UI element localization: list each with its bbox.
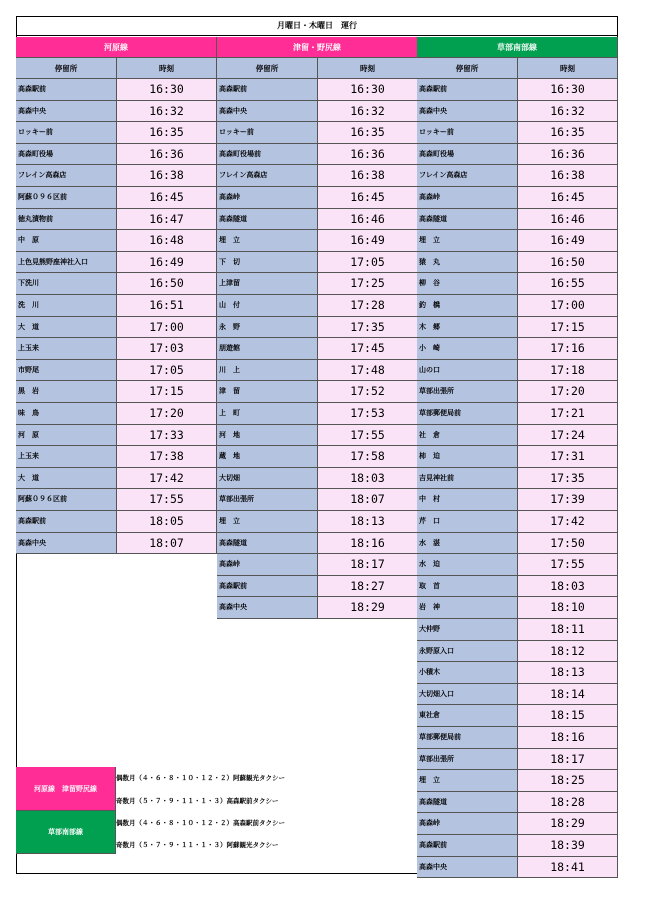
legend-line-2a: 偶数月（４・６・８・１０・１２・２）高森駅前タクシー: [116, 819, 285, 827]
stop-name: 高森中央: [217, 597, 318, 619]
departure-time: 16:50: [117, 273, 217, 295]
stop-name: ロッキー前: [217, 122, 318, 144]
stop-name: 高森町役場: [16, 144, 117, 166]
departure-time: 16:30: [318, 79, 418, 101]
stop-name: 上玉来: [16, 338, 117, 360]
stop-name: 阿蘇０９６区前: [16, 187, 117, 209]
legend-label-2: 草部南部線: [16, 811, 116, 854]
departure-time: 18:10: [518, 597, 618, 619]
departure-time: 18:17: [318, 554, 418, 576]
stop-name: 大切畑入口: [417, 684, 518, 706]
departure-time: 18:25: [518, 770, 618, 792]
departure-time: 17:31: [518, 446, 618, 468]
stop-name: 吉見神社前: [417, 468, 518, 490]
stop-name: 山の口: [417, 360, 518, 382]
departure-time: 18:13: [518, 662, 618, 684]
departure-time: 16:55: [518, 273, 618, 295]
stop-name: 上 町: [217, 403, 318, 425]
departure-time: 16:49: [117, 252, 217, 274]
stop-name: フレイン高森店: [16, 165, 117, 187]
stop-name: 永 野: [217, 317, 318, 339]
departure-time: 17:05: [117, 360, 217, 382]
departure-time: 16:35: [318, 122, 418, 144]
stop-name: 取 首: [417, 576, 518, 598]
column-header-time: 時刻: [117, 58, 217, 79]
stop-name: ロッキー前: [16, 122, 117, 144]
stop-name: フレイン高森店: [417, 165, 518, 187]
departure-time: 17:00: [518, 295, 618, 317]
departure-time: 18:07: [117, 533, 217, 555]
departure-time: 18:11: [518, 619, 618, 641]
stop-name: 小 崎: [417, 338, 518, 360]
departure-time: 18:16: [318, 533, 418, 555]
stop-name: 高森隧道: [417, 209, 518, 231]
departure-time: 16:45: [117, 187, 217, 209]
stop-name: 河 地: [217, 425, 318, 447]
stop-name: 埋 立: [217, 230, 318, 252]
stop-name: 大仲野: [417, 619, 518, 641]
stop-name: 高森駅前: [16, 511, 117, 533]
stop-name: 高森町役場: [417, 144, 518, 166]
stop-name: 埋 立: [217, 511, 318, 533]
departure-time: 16:35: [518, 122, 618, 144]
departure-time: 17:53: [318, 403, 418, 425]
stop-name: 高森隧道: [217, 209, 318, 231]
stop-name: 永野原入口: [417, 641, 518, 663]
stop-name: 高森駅前: [417, 79, 518, 101]
departure-time: 16:36: [518, 144, 618, 166]
departure-time: 18:27: [318, 576, 418, 598]
departure-time: 16:45: [518, 187, 618, 209]
departure-time: 16:30: [117, 79, 217, 101]
stop-name: 下 切: [217, 252, 318, 274]
departure-time: 17:16: [518, 338, 618, 360]
departure-time: 16:38: [318, 165, 418, 187]
departure-time: 17:15: [518, 317, 618, 339]
stop-name: 高森中央: [16, 533, 117, 555]
departure-time: 17:25: [318, 273, 418, 295]
departure-time: 18:07: [318, 489, 418, 511]
stop-name: 中 原: [16, 230, 117, 252]
stop-name: 大切畑: [217, 468, 318, 490]
departure-time: 18:03: [318, 468, 418, 490]
stop-name: 高森駅前: [16, 79, 117, 101]
stop-name: 草部出張所: [417, 381, 518, 403]
departure-time: 16:46: [518, 209, 618, 231]
departure-time: 16:36: [117, 144, 217, 166]
legend-label-1: 河原線 津留野尻線: [16, 767, 116, 811]
route-header-1: 津留・野尻線: [217, 37, 418, 58]
stop-name: 下洗川: [16, 273, 117, 295]
stop-name: 上玉来: [16, 446, 117, 468]
route-header-0: 河原線: [16, 37, 217, 58]
stop-name: 木 郷: [417, 317, 518, 339]
stop-name: フレイン高森店: [217, 165, 318, 187]
stop-name: 黒 岩: [16, 381, 117, 403]
departure-time: 17:55: [518, 554, 618, 576]
route-header-2: 草部南部線: [417, 37, 618, 58]
stop-name: 高森峠: [217, 554, 318, 576]
departure-time: 17:00: [117, 317, 217, 339]
stop-name: 岩 神: [417, 597, 518, 619]
departure-time: 16:50: [518, 252, 618, 274]
stop-name: 高森中央: [417, 101, 518, 123]
departure-time: 16:35: [117, 122, 217, 144]
stop-name: 草部郵便局前: [417, 403, 518, 425]
stop-name: 高森峠: [217, 187, 318, 209]
stop-name: 水 迫: [417, 554, 518, 576]
departure-time: 18:15: [518, 705, 618, 727]
departure-time: 17:35: [518, 468, 618, 490]
column-header-time: 時刻: [518, 58, 618, 79]
stop-name: 洗 川: [16, 295, 117, 317]
departure-time: 17:20: [117, 403, 217, 425]
stop-name: 河 原: [16, 425, 117, 447]
stop-name: 高森駅前: [217, 79, 318, 101]
departure-time: 17:38: [117, 446, 217, 468]
stop-name: 社 倉: [417, 425, 518, 447]
departure-time: 18:29: [518, 813, 618, 835]
stop-name: 大 道: [16, 468, 117, 490]
departure-time: 16:51: [117, 295, 217, 317]
stop-name: 草部出張所: [417, 749, 518, 771]
column-header-time: 時刻: [318, 58, 418, 79]
departure-time: 17:42: [518, 511, 618, 533]
stop-name: 柿 迫: [417, 446, 518, 468]
stop-name: 芹 口: [417, 511, 518, 533]
departure-time: 16:32: [117, 101, 217, 123]
stop-name: 釣 橋: [417, 295, 518, 317]
departure-time: 17:52: [318, 381, 418, 403]
stop-name: 埋 立: [417, 230, 518, 252]
departure-time: 16:32: [318, 101, 418, 123]
stop-name: 水 湛: [417, 533, 518, 555]
departure-time: 18:28: [518, 792, 618, 814]
stop-name: 高森隧道: [217, 533, 318, 555]
departure-time: 17:18: [518, 360, 618, 382]
stop-name: 朋遊館: [217, 338, 318, 360]
departure-time: 17:05: [318, 252, 418, 274]
departure-time: 18:14: [518, 684, 618, 706]
stop-name: 草部郵便局前: [417, 727, 518, 749]
departure-time: 16:46: [318, 209, 418, 231]
stop-name: 津 留: [217, 381, 318, 403]
stop-name: 上色見熊野座神社入口: [16, 252, 117, 274]
departure-time: 17:55: [318, 425, 418, 447]
stop-name: 猿 丸: [417, 252, 518, 274]
departure-time: 18:05: [117, 511, 217, 533]
stop-name: 高森峠: [417, 187, 518, 209]
stop-name: 高森峠: [417, 813, 518, 835]
departure-time: 16:45: [318, 187, 418, 209]
departure-time: 17:33: [117, 425, 217, 447]
departure-time: 17:21: [518, 403, 618, 425]
departure-time: 17:35: [318, 317, 418, 339]
departure-time: 17:45: [318, 338, 418, 360]
departure-time: 16:47: [117, 209, 217, 231]
departure-time: 16:49: [518, 230, 618, 252]
departure-time: 17:24: [518, 425, 618, 447]
departure-time: 17:50: [518, 533, 618, 555]
departure-time: 18:41: [518, 857, 618, 879]
column-header-stop: 停留所: [16, 58, 117, 79]
stop-name: 埋 立: [417, 770, 518, 792]
stop-name: 大 道: [16, 317, 117, 339]
stop-name: 高森中央: [217, 101, 318, 123]
departure-time: 16:32: [518, 101, 618, 123]
column-header-stop: 停留所: [417, 58, 518, 79]
stop-name: 草部出張所: [217, 489, 318, 511]
departure-time: 17:48: [318, 360, 418, 382]
stop-name: 味 鳥: [16, 403, 117, 425]
departure-time: 17:39: [518, 489, 618, 511]
departure-time: 17:28: [318, 295, 418, 317]
stop-name: 小積木: [417, 662, 518, 684]
stop-name: 徳丸漬物前: [16, 209, 117, 231]
departure-time: 16:30: [518, 79, 618, 101]
departure-time: 17:03: [117, 338, 217, 360]
departure-time: 16:49: [318, 230, 418, 252]
stop-name: 高森町役場前: [217, 144, 318, 166]
stop-name: 柳 谷: [417, 273, 518, 295]
stop-name: 上津留: [217, 273, 318, 295]
departure-time: 18:12: [518, 641, 618, 663]
stop-name: 市野尾: [16, 360, 117, 382]
departure-time: 18:17: [518, 749, 618, 771]
legend-line-1a: 偶数月（４・６・８・１０・１２・２）阿蘇観光タクシー: [116, 774, 285, 782]
departure-time: 17:55: [117, 489, 217, 511]
stop-name: 中 村: [417, 489, 518, 511]
departure-time: 18:29: [318, 597, 418, 619]
legend-line-1b: 奇数月（５・７・９・１１・１・３）高森駅前タクシー: [116, 797, 279, 805]
stop-name: ロッキー前: [417, 122, 518, 144]
column-header-stop: 停留所: [217, 58, 318, 79]
departure-time: 17:20: [518, 381, 618, 403]
departure-time: 16:38: [518, 165, 618, 187]
departure-time: 16:36: [318, 144, 418, 166]
stop-name: 阿蘇０９６区前: [16, 489, 117, 511]
departure-time: 17:42: [117, 468, 217, 490]
departure-time: 17:15: [117, 381, 217, 403]
stop-name: 高森中央: [417, 857, 518, 879]
departure-time: 17:58: [318, 446, 418, 468]
page-title: 月曜日・木曜日 運行: [16, 16, 618, 36]
departure-time: 18:39: [518, 835, 618, 857]
stop-name: 高森駅前: [217, 576, 318, 598]
stop-name: 蔵 地: [217, 446, 318, 468]
stop-name: 高森隧道: [417, 792, 518, 814]
departure-time: 18:16: [518, 727, 618, 749]
stop-name: 川 上: [217, 360, 318, 382]
legend-line-2b: 奇数月（５・７・９・１１・１・３）阿蘇観光タクシー: [116, 841, 279, 849]
stop-name: 山 付: [217, 295, 318, 317]
stop-name: 東社倉: [417, 705, 518, 727]
departure-time: 18:13: [318, 511, 418, 533]
stop-name: 高森駅前: [417, 835, 518, 857]
departure-time: 16:48: [117, 230, 217, 252]
departure-time: 18:03: [518, 576, 618, 598]
departure-time: 16:38: [117, 165, 217, 187]
stop-name: 高森中央: [16, 101, 117, 123]
